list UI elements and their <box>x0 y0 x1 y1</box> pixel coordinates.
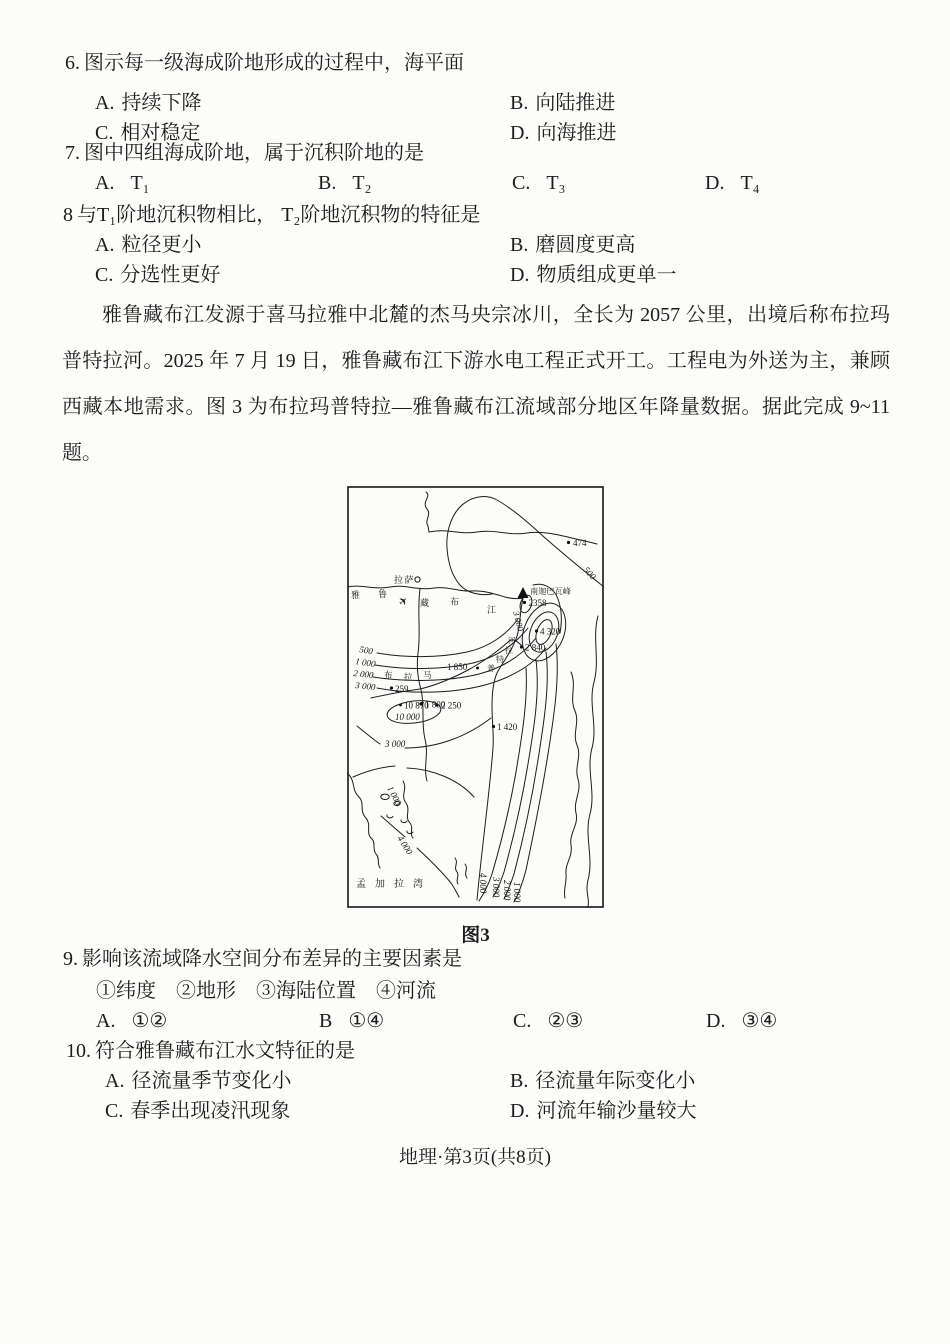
question-6-options-row1 <box>95 88 616 118</box>
question-8-options-row2 <box>95 260 676 290</box>
point-10870: 10 870 <box>404 700 429 711</box>
option-9-C: C. ②③ <box>513 1010 584 1032</box>
river-ne-char-1: 普 <box>487 664 495 673</box>
bay-char-4: 湾 <box>413 879 423 890</box>
contour-left-2000: 2 000 <box>352 668 374 681</box>
precipitation-map <box>347 486 604 908</box>
option-7-A: A. T₁ <box>95 172 150 194</box>
river-ne-char-3: 拉 <box>505 646 513 655</box>
question-10-number: 10. <box>66 1040 91 1062</box>
contour-10000: 10 000 <box>395 712 420 722</box>
question-9 <box>63 944 777 1036</box>
option-7-C: C. T₃ <box>512 172 566 194</box>
option-6-D: D. 向海推进 <box>510 122 617 144</box>
option-7-D: D. T₄ <box>705 172 760 194</box>
page-footer: 地理·第3页(共8页) <box>399 1147 551 1168</box>
contour-left-1000: 1 000 <box>354 656 377 669</box>
city-circle-icon <box>415 577 420 582</box>
question-10-options-row2 <box>105 1096 696 1126</box>
option-6-A: A. 持续下降 <box>95 92 202 114</box>
contour-left-500: 500 <box>358 644 374 657</box>
contour-bottom-3000: 3 000 <box>491 877 501 898</box>
option-6-C: C. 相对稳定 <box>95 122 201 144</box>
question-8 <box>63 200 676 290</box>
option-8-D: D. 物质组成更单一 <box>510 264 677 286</box>
point-1420: 1 420 <box>497 722 518 732</box>
contour-left-3000: 3 000 <box>354 680 376 693</box>
point-1850: 1 850 <box>447 662 468 672</box>
point-2840: 2 840 <box>525 642 546 653</box>
point-2250: 2 250 <box>441 700 462 711</box>
river-sw-char-1: 布 <box>384 670 393 680</box>
contour-bottom-1000: 1 000 <box>512 882 522 903</box>
river-top-char-1: 雅 <box>351 590 361 600</box>
river-he-char: 河 <box>508 636 516 645</box>
question-9-number: 9. <box>63 948 78 970</box>
option-8-C: C. 分选性更好 <box>95 264 221 286</box>
contour-low-4000: 4 000 <box>395 833 415 857</box>
peak-triangle-icon <box>518 587 529 598</box>
contour-low-1000: 1 000 <box>385 784 404 807</box>
peak-label: 南迦巴瓦峰 <box>530 587 571 596</box>
contour-bottom-2000: 2 000 <box>502 880 512 901</box>
option-6-B: B. 向陆推进 <box>510 92 616 114</box>
option-10-D: D. 河流年输沙量较大 <box>510 1100 697 1122</box>
river-top-char-4: 布 <box>450 597 460 607</box>
option-9-A: A. ①② <box>96 1010 168 1032</box>
figure-3-caption: 图3 <box>461 925 490 946</box>
question-10-stem: 10. 符合雅鲁藏布江水文特征的是 <box>66 1040 355 1062</box>
question-6 <box>65 48 616 148</box>
point-2358: 2358 <box>528 598 547 608</box>
passage-text: 雅鲁藏布江发源于喜马拉雅中北麓的杰马央宗冰川，全长为 2057 公里，出境后称布拉玛普特拉河。2025 年 7 月 19 日，雅鲁藏布江下游水电工程正式开工。工程电为外送为主，兼顾西藏本地需求。图 3 为布拉玛普特拉—雅鲁藏布江流域部分地区年降量数据。据此完成 9~11 题。 <box>62 304 890 464</box>
question-8-number: 8 <box>63 204 73 226</box>
bay-char-1: 孟 <box>356 879 366 890</box>
question-6-number: 6. <box>65 52 80 74</box>
contour-and-river-lines <box>347 492 604 906</box>
bay-char-3: 拉 <box>394 879 404 890</box>
point-259: 259 <box>395 684 409 694</box>
river-top-char-5: 江 <box>487 605 497 615</box>
question-9-options-row <box>96 1006 777 1036</box>
option-8-B: B. 磨圆度更高 <box>510 234 636 256</box>
question-7 <box>65 138 760 198</box>
question-7-options-row <box>95 168 760 198</box>
question-6-stem: 6. 图示每一级海成阶地形成的过程中，海平面 <box>65 52 464 74</box>
river-sw-char-2: 拉 <box>404 672 413 682</box>
question-9-stem: 9. 影响该流域降水空间分布差异的主要因素是 <box>63 948 462 970</box>
contour-right-500: 500 <box>581 564 598 582</box>
option-8-A: A. 粒径更小 <box>95 234 202 256</box>
river-sw-char-3: 马 <box>423 670 432 680</box>
question-7-stem: 7. 图中四组海成阶地，属于沉积阶地的是 <box>65 142 424 164</box>
question-8-stem: 8 与T₁阶地沉积物相比， T₂阶地沉积物的特征是 <box>63 204 481 226</box>
contour-mid-3000: 3 000 <box>511 610 526 633</box>
river-ne-char-2: 特 <box>496 655 504 664</box>
contour-bottom-4000: 4 000 <box>478 873 488 894</box>
question-8-options-row1 <box>95 230 676 260</box>
option-7-B: B. T₂ <box>318 172 372 194</box>
question-9-subitems: ①纬度 ②地形 ③海陆位置 ④河流 <box>96 980 436 1002</box>
option-10-A: A. 径流量季节变化小 <box>105 1070 292 1092</box>
question-10-options-row1 <box>105 1066 696 1096</box>
option-10-C: C. 春季出现凌汛现象 <box>105 1100 291 1122</box>
airport-icon: ✈ <box>396 594 412 610</box>
point-1800: 1 800 <box>425 699 446 710</box>
map-frame <box>348 487 603 907</box>
point-4320: 4 320 <box>540 626 561 637</box>
bay-char-2: 加 <box>375 879 385 890</box>
question-10 <box>66 1036 696 1126</box>
option-9-D: D. ③④ <box>706 1010 778 1032</box>
option-10-B: B. 径流量年际变化小 <box>510 1070 696 1092</box>
river-top-char-2: 鲁 <box>378 589 388 599</box>
option-9-B: B ①④ <box>319 1010 385 1032</box>
contour-low-3000: 3 000 <box>385 739 406 749</box>
figure-3-map <box>347 486 604 908</box>
river-top-char-3: 藏 <box>420 598 430 608</box>
point-474: 474 <box>573 538 587 548</box>
city-label: 拉萨 <box>394 575 416 585</box>
question-7-number: 7. <box>65 142 80 164</box>
